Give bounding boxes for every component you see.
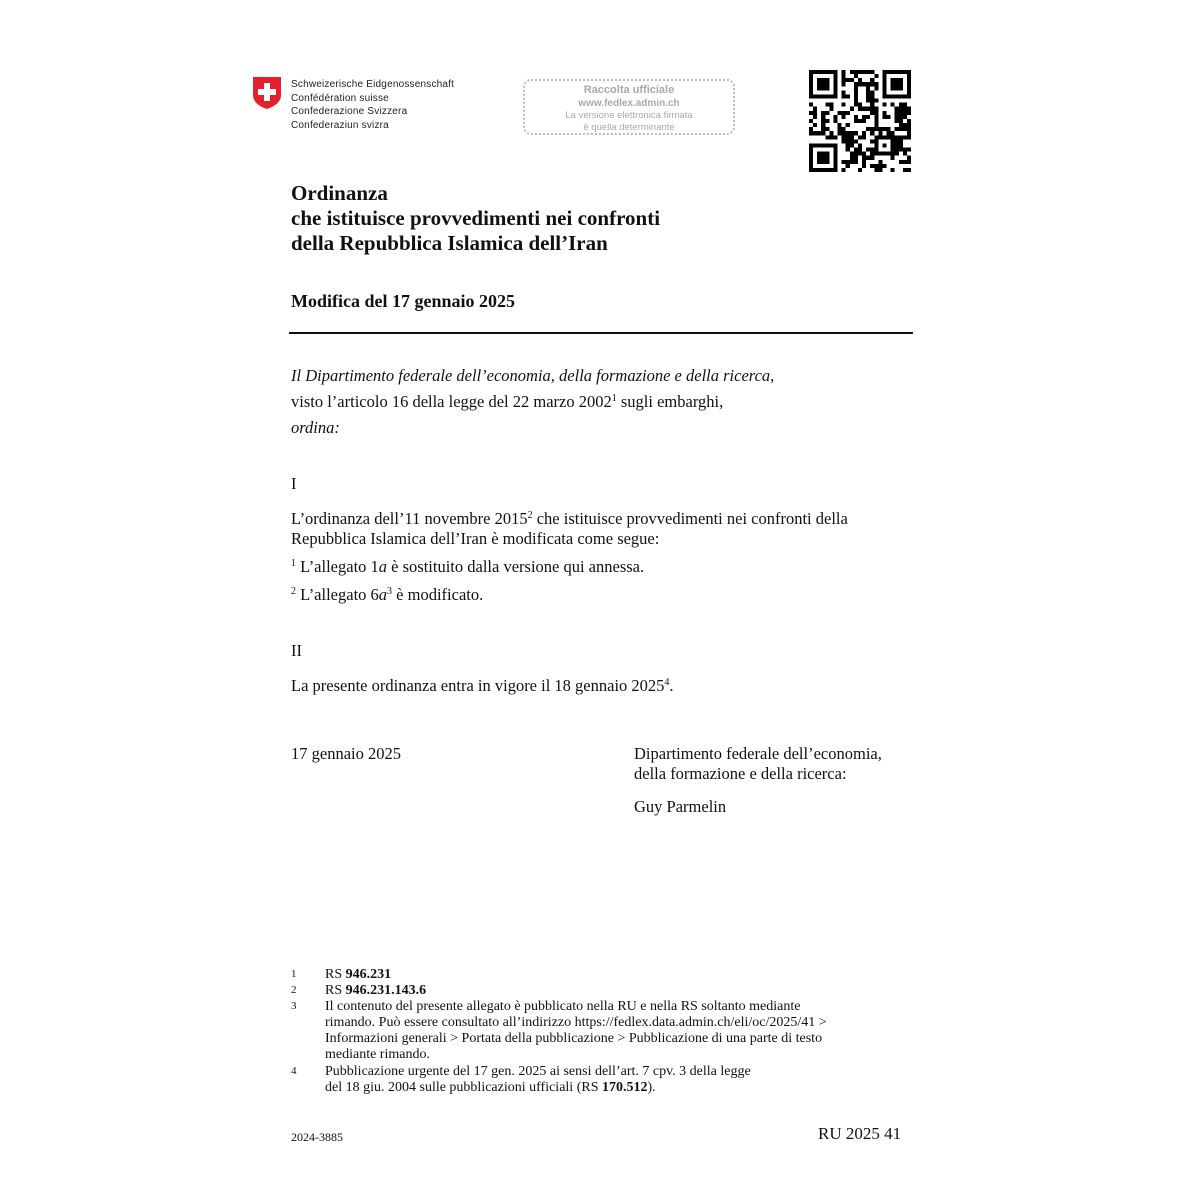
section-1-paragraph-1 bbox=[291, 556, 644, 577]
qr-code-icon bbox=[809, 70, 911, 172]
signature-dept-line-2: della formazione e della ricerca: bbox=[634, 764, 847, 783]
fn1-prefix: RS bbox=[325, 967, 346, 982]
preamble-ordina: ordina: bbox=[291, 418, 340, 437]
footnote-4-number: 4 bbox=[291, 1065, 297, 1077]
paragraph-number-2: 2 bbox=[291, 586, 296, 597]
preamble-authority: Il Dipartimento federale dell’economia, della formazione e della ricerca, bbox=[291, 366, 775, 385]
title-line-2: che istituisce provvedimenti nei confronti bbox=[291, 206, 661, 230]
title-divider bbox=[289, 332, 913, 334]
fn4-line-2 bbox=[325, 1080, 751, 1096]
para1-text-after: è sostituito dalla versione qui annessa. bbox=[387, 557, 645, 576]
intro-text: L’ordinanza dell’11 novembre 2015 bbox=[291, 509, 528, 528]
footnote-ref-3: 3 bbox=[387, 586, 393, 597]
swiss-cross-icon bbox=[253, 77, 281, 109]
footnote-4-text bbox=[325, 1064, 751, 1096]
confed-line-rm: Confederaziun svizra bbox=[291, 119, 389, 131]
title-line-3: della Repubblica Islamica dell’Iran bbox=[291, 231, 608, 255]
entry-into-force-text: La presente ordinanza entra in vigore il 18 gennaio 2025 bbox=[291, 676, 665, 695]
fn4-line-1: Pubblicazione urgente del 17 gen. 2025 ai sensi dell’art. 7 cpv. 3 della legge bbox=[325, 1064, 751, 1079]
signatory-name: Guy Parmelin bbox=[634, 797, 727, 816]
preamble-basis bbox=[291, 391, 723, 412]
title-line-1: Ordinanza bbox=[291, 181, 388, 205]
stamp-title: Raccolta ufficiale bbox=[583, 84, 675, 96]
paragraph-number-1: 1 bbox=[291, 558, 296, 569]
section-1-paragraph-2 bbox=[291, 584, 483, 605]
fn4-rs-number: 170.512 bbox=[601, 1080, 648, 1095]
footnote-ref-4: 4 bbox=[664, 677, 670, 688]
official-collection-stamp bbox=[523, 79, 735, 135]
ru-reference: RU 2025 41 bbox=[818, 1124, 902, 1143]
section-1-heading: I bbox=[291, 474, 297, 493]
signature-dept-line-1: Dipartimento federale dell’economia, bbox=[634, 744, 882, 763]
footnote-1-text bbox=[325, 967, 391, 983]
footnote-3-text bbox=[325, 999, 827, 1063]
para1-italic: a bbox=[378, 557, 388, 576]
para2-text-after: è modificato. bbox=[392, 585, 484, 604]
fn2-rs-number: 946.231.143.6 bbox=[345, 983, 427, 998]
document-number: 2024-3885 bbox=[291, 1130, 343, 1144]
para1-text: L’allegato 1 bbox=[296, 557, 379, 576]
fn2-prefix: RS bbox=[325, 983, 346, 998]
document-title bbox=[291, 181, 660, 256]
footnote-1-number: 1 bbox=[291, 968, 297, 980]
stamp-note-2: è quella determinante bbox=[583, 122, 675, 133]
preamble-basis-text: visto l’articolo 16 della legge del 22 marzo 2002 bbox=[291, 392, 612, 411]
footnote-2-number: 2 bbox=[291, 984, 297, 996]
stamp-url: www.fedlex.admin.ch bbox=[578, 98, 680, 109]
section-1-intro-line-2: Repubblica Islamica dell’Iran è modificata come segue: bbox=[291, 529, 660, 548]
fn3-line-2: rimando. Può essere consultato all’indirizzo https://fedlex.data.admin.ch/eli/oc/2025/41 > bbox=[325, 1015, 827, 1030]
section-2-text bbox=[291, 675, 674, 696]
confed-line-de: Schweizerische Eidgenossenschaft bbox=[291, 79, 455, 90]
fn3-line-1: Il contenuto del presente allegato è pubblicato nella RU e nella RS soltanto mediante bbox=[325, 999, 801, 1014]
confed-line-it: Confederazione Svizzera bbox=[291, 106, 408, 117]
fn3-line-4: mediante rimando. bbox=[325, 1047, 430, 1062]
fn1-rs-number: 946.231 bbox=[345, 967, 392, 982]
fn4-line-2-text: del 18 giu. 2004 sulle pubblicazioni ufficiali (RS bbox=[325, 1080, 602, 1095]
footnote-3-number: 3 bbox=[291, 1000, 297, 1012]
intro-text-after: che istituisce provvedimenti nei confronti della bbox=[532, 509, 848, 528]
para2-italic: a bbox=[378, 585, 388, 604]
confederation-names bbox=[291, 78, 454, 132]
section-2-heading: II bbox=[291, 641, 302, 660]
footnote-ref-2: 2 bbox=[527, 510, 533, 521]
confed-line-fr: Confédération suisse bbox=[291, 92, 389, 104]
preamble-basis-after: sugli embarghi, bbox=[616, 392, 724, 411]
footnote-2-text bbox=[325, 983, 426, 999]
fn3-line-3: Informazioni generali > Portata della pubblicazione > Pubblicazione di una parte di testo bbox=[325, 1031, 823, 1046]
fn4-line-2-after: ). bbox=[647, 1080, 656, 1095]
section-1-intro-line-1 bbox=[291, 508, 848, 529]
stamp-note-1: La versione elettronica firmata bbox=[565, 110, 693, 121]
footnote-ref-1: 1 bbox=[611, 393, 617, 404]
document-subtitle: Modifica del 17 gennaio 2025 bbox=[291, 291, 515, 311]
entry-into-force-after: . bbox=[669, 676, 674, 695]
para2-text: L’allegato 6 bbox=[296, 585, 379, 604]
signature-date: 17 gennaio 2025 bbox=[291, 744, 401, 763]
